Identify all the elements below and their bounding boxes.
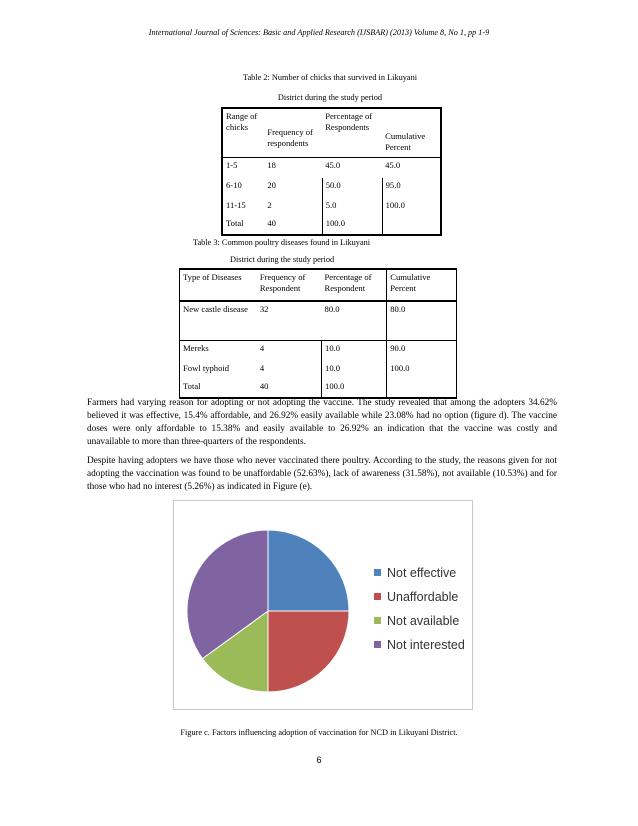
- table2: [221, 107, 442, 236]
- legend-item: [374, 566, 456, 580]
- table3-header-cell: Type of Diseases: [183, 272, 242, 282]
- legend-label: Not available: [387, 614, 460, 628]
- table3-header-cell: Frequency of Respondent: [259, 272, 306, 293]
- table2-header-cell: Cumulative Percent: [385, 131, 426, 152]
- legend-item: [374, 614, 459, 628]
- table-cell: 18: [267, 160, 276, 170]
- table-cell: 50.0: [322, 178, 382, 198]
- table-row: [180, 361, 457, 379]
- legend-label: Not effective: [387, 566, 457, 580]
- figure-caption: Figure c. Factors influencing adoption of vaccination for NCD in Likuyani District.: [180, 728, 458, 737]
- table3-header-cell: Cumulative Percent: [387, 269, 457, 301]
- table3: [179, 268, 457, 399]
- table2-caption-line2: District during the study period: [277, 93, 383, 102]
- table3-header-row: [180, 269, 457, 301]
- pie-chart-figure: [173, 500, 473, 710]
- legend-item: [374, 590, 458, 604]
- table3-caption-line1: Table 3: Common poultry diseases found in Likuyani: [193, 238, 371, 247]
- table3-caption-line2: District during the study period: [230, 255, 335, 264]
- table-cell: 11-15: [226, 200, 246, 210]
- table-cell: 40: [267, 218, 276, 228]
- paragraph-1: Farmers had varying reason for adopting or not adopting the vaccine. The study revealed that among the adopters 34.62% believed it was effective, 15.4% affordable, and 26.92% easily available while 23.08% had no option (figure d). The vaccine doses were only affordable to 15.38% and easily available to 26.92% an indication that the vaccine was costly and unavailable to more than three-quarters of the respondents.: [87, 398, 557, 447]
- table-cell: 40: [259, 381, 269, 391]
- legend-item: [374, 638, 465, 652]
- table-cell: 4: [259, 363, 265, 373]
- table-cell: 100.0: [382, 198, 441, 216]
- table-cell: 10.0: [322, 341, 387, 362]
- table-cell: 1-5: [226, 160, 238, 170]
- table2-header-row: [222, 108, 441, 158]
- table-cell: 32: [259, 304, 269, 314]
- table-cell: 80.0: [324, 304, 340, 314]
- journal-header: International Journal of Sciences: Basic and Applied Research (IJSBAR) (2013) Volume 8, No 1, pp 1-9: [148, 28, 490, 37]
- pie-chart: [174, 501, 472, 709]
- table-row: [180, 341, 457, 362]
- legend-label: Unaffordable: [387, 590, 459, 604]
- table-cell: 45.0: [325, 160, 341, 170]
- table-cell: [382, 216, 441, 235]
- paragraph-2: Despite having adopters we have those who never vaccinated there poultry. According to the study, the reasons given for not adopting the vaccination was found to be unaffordable (52.63%), lack of awareness (31.58%), not available (10.53%) and for those who had no interest (5.26%) as indicated in Figure (e).: [87, 456, 557, 492]
- legend-swatch: [374, 569, 381, 576]
- table-cell: Mereks: [183, 343, 209, 353]
- table-cell: 100.0: [322, 216, 382, 235]
- table-row: [180, 379, 457, 398]
- pie-slice-unaffordable: [268, 611, 349, 692]
- table3-header-cell: Percentage of Respondent: [324, 272, 372, 293]
- pie-slice-not-effective: [268, 530, 349, 611]
- table-cell: 4: [259, 343, 265, 353]
- table-cell: 90.0: [387, 341, 457, 362]
- page-number: 6: [316, 755, 322, 765]
- table-cell: 6-10: [226, 180, 242, 190]
- legend-swatch: [374, 641, 381, 648]
- table-cell: 5.0: [322, 198, 382, 216]
- table-cell: [387, 379, 457, 398]
- table2-header-cell: Range of chicks: [226, 111, 258, 132]
- table-cell: New castle disease: [183, 304, 248, 314]
- table-cell: Total: [226, 218, 244, 228]
- table-cell: 20: [267, 180, 276, 190]
- legend-swatch: [374, 617, 381, 624]
- table-cell: 45.0: [385, 160, 401, 170]
- table-cell: Fowl typhoid: [183, 363, 230, 373]
- legend-swatch: [374, 593, 381, 600]
- table2-header-cell: Frequency of respondents: [267, 127, 313, 148]
- legend-label: Not interested: [387, 638, 465, 652]
- table2-header-cell: Percentage of Respondents: [325, 111, 373, 132]
- table-cell: 80.0: [387, 301, 457, 341]
- table-row: [180, 301, 457, 341]
- table2-caption-line1: Table 2: Number of chicks that survived in Likuyani: [242, 73, 418, 82]
- table-cell: 2: [267, 200, 272, 210]
- table-cell: 95.0: [382, 178, 441, 198]
- table-cell: 100.0: [387, 361, 457, 379]
- table-row: [222, 216, 441, 235]
- table-row: [222, 158, 441, 179]
- table-cell: Total: [183, 381, 201, 391]
- table-cell: 100.0: [322, 379, 387, 398]
- table-cell: 10.0: [322, 361, 387, 379]
- table-row: [222, 178, 441, 198]
- table-row: [222, 198, 441, 216]
